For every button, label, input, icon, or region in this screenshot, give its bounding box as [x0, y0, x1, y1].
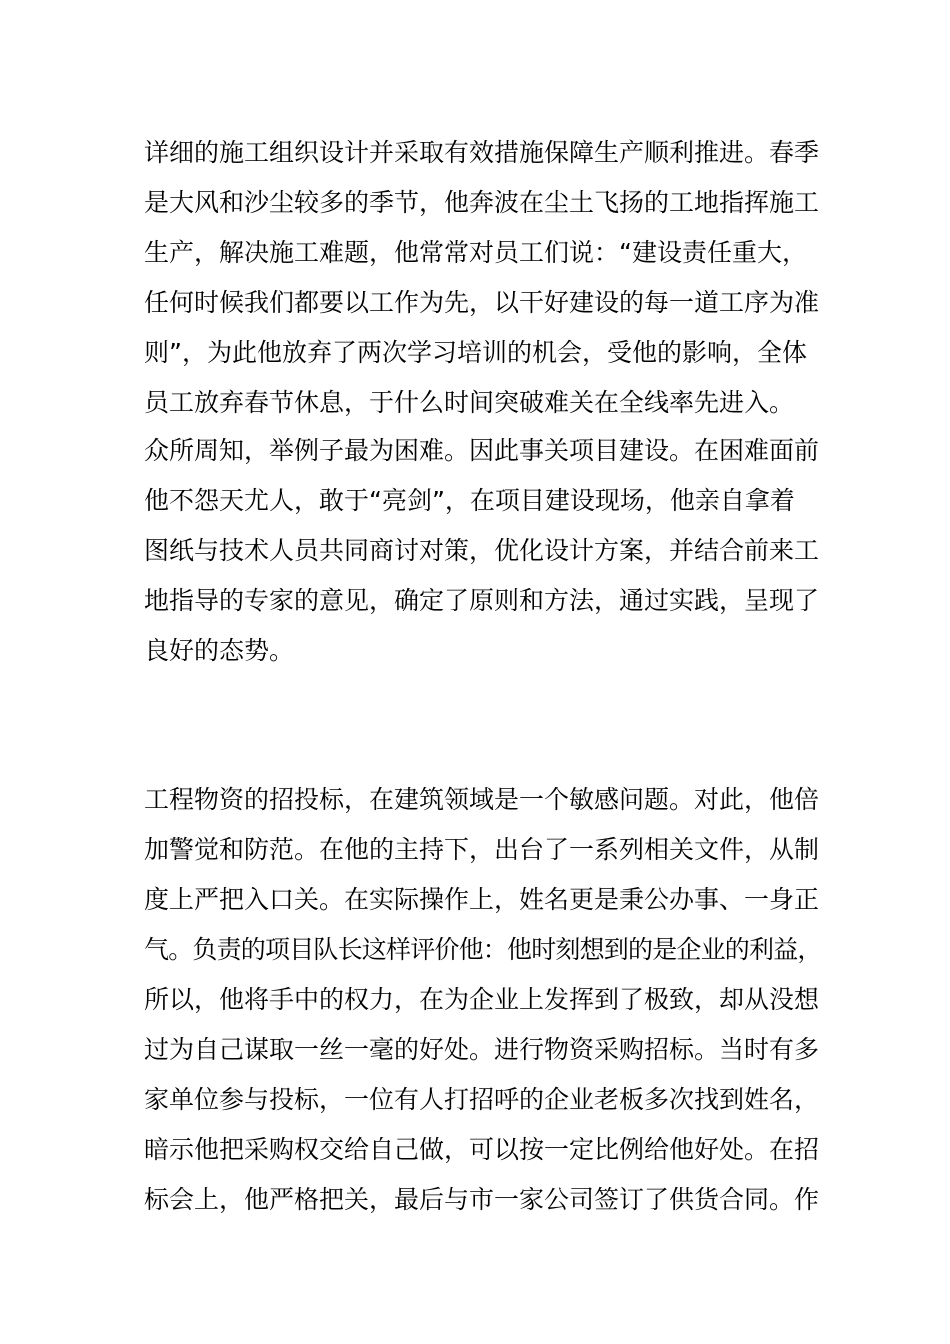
text-line: 众所周知，举例子最为困难。因此事关项目建设。在困难面前 [144, 436, 820, 465]
text-line: 详细的施工组织设计并采取有效措施保障生产顺利推进。春季 [144, 138, 820, 167]
text-line: 度上严把入口关。在实际操作上，姓名更是秉公办事、一身正 [144, 885, 820, 914]
text-line: 工程物资的招投标，在建筑领域是一个敏感问题。对此，他倍 [144, 785, 820, 814]
text-line: 良好的态势。 [144, 636, 295, 665]
text-line: 标会上，他严格把关，最后与市一家公司签订了供货合同。作 [144, 1185, 820, 1214]
text-line: 过为自己谋取一丝一毫的好处。进行物资采购招标。当时有多 [144, 1035, 820, 1064]
text-line: 暗示他把采购权交给自己做，可以按一定比例给他好处。在招 [144, 1135, 820, 1164]
text-line: 地指导的专家的意见，确定了原则和方法，通过实践，呈现了 [144, 586, 820, 615]
text-line: 他不怨天尤人，敢于“亮剑”，在项目建设现场，他亲自拿着 [144, 486, 795, 515]
text-line: 所以，他将手中的权力，在为企业上发挥到了极致，却从没想 [144, 985, 820, 1014]
text-line: 是大风和沙尘较多的季节，他奔波在尘土飞扬的工地指挥施工 [144, 188, 820, 217]
text-line: 生产，解决施工难题，他常常对员工们说：“建设责任重大， [144, 238, 807, 267]
text-line: 气。负责的项目队长这样评价他：他时刻想到的是企业的利益， [144, 935, 822, 964]
text-line: 图纸与技术人员共同商讨对策，优化设计方案，并结合前来工 [144, 536, 820, 565]
text-line: 加警觉和防范。在他的主持下，出台了一系列相关文件，从制 [144, 835, 820, 864]
text-line: 家单位参与投标，一位有人打招呼的企业老板多次找到姓名， [144, 1085, 820, 1114]
text-line: 任何时候我们都要以工作为先，以干好建设的每一道工序为准 [144, 288, 820, 317]
text-line: 员工放弃春节休息，于什么时间突破难关在全线率先进入。 [144, 388, 795, 417]
text-line: 则”，为此他放弃了两次学习培训的机会，受他的影响，全体 [144, 338, 807, 367]
